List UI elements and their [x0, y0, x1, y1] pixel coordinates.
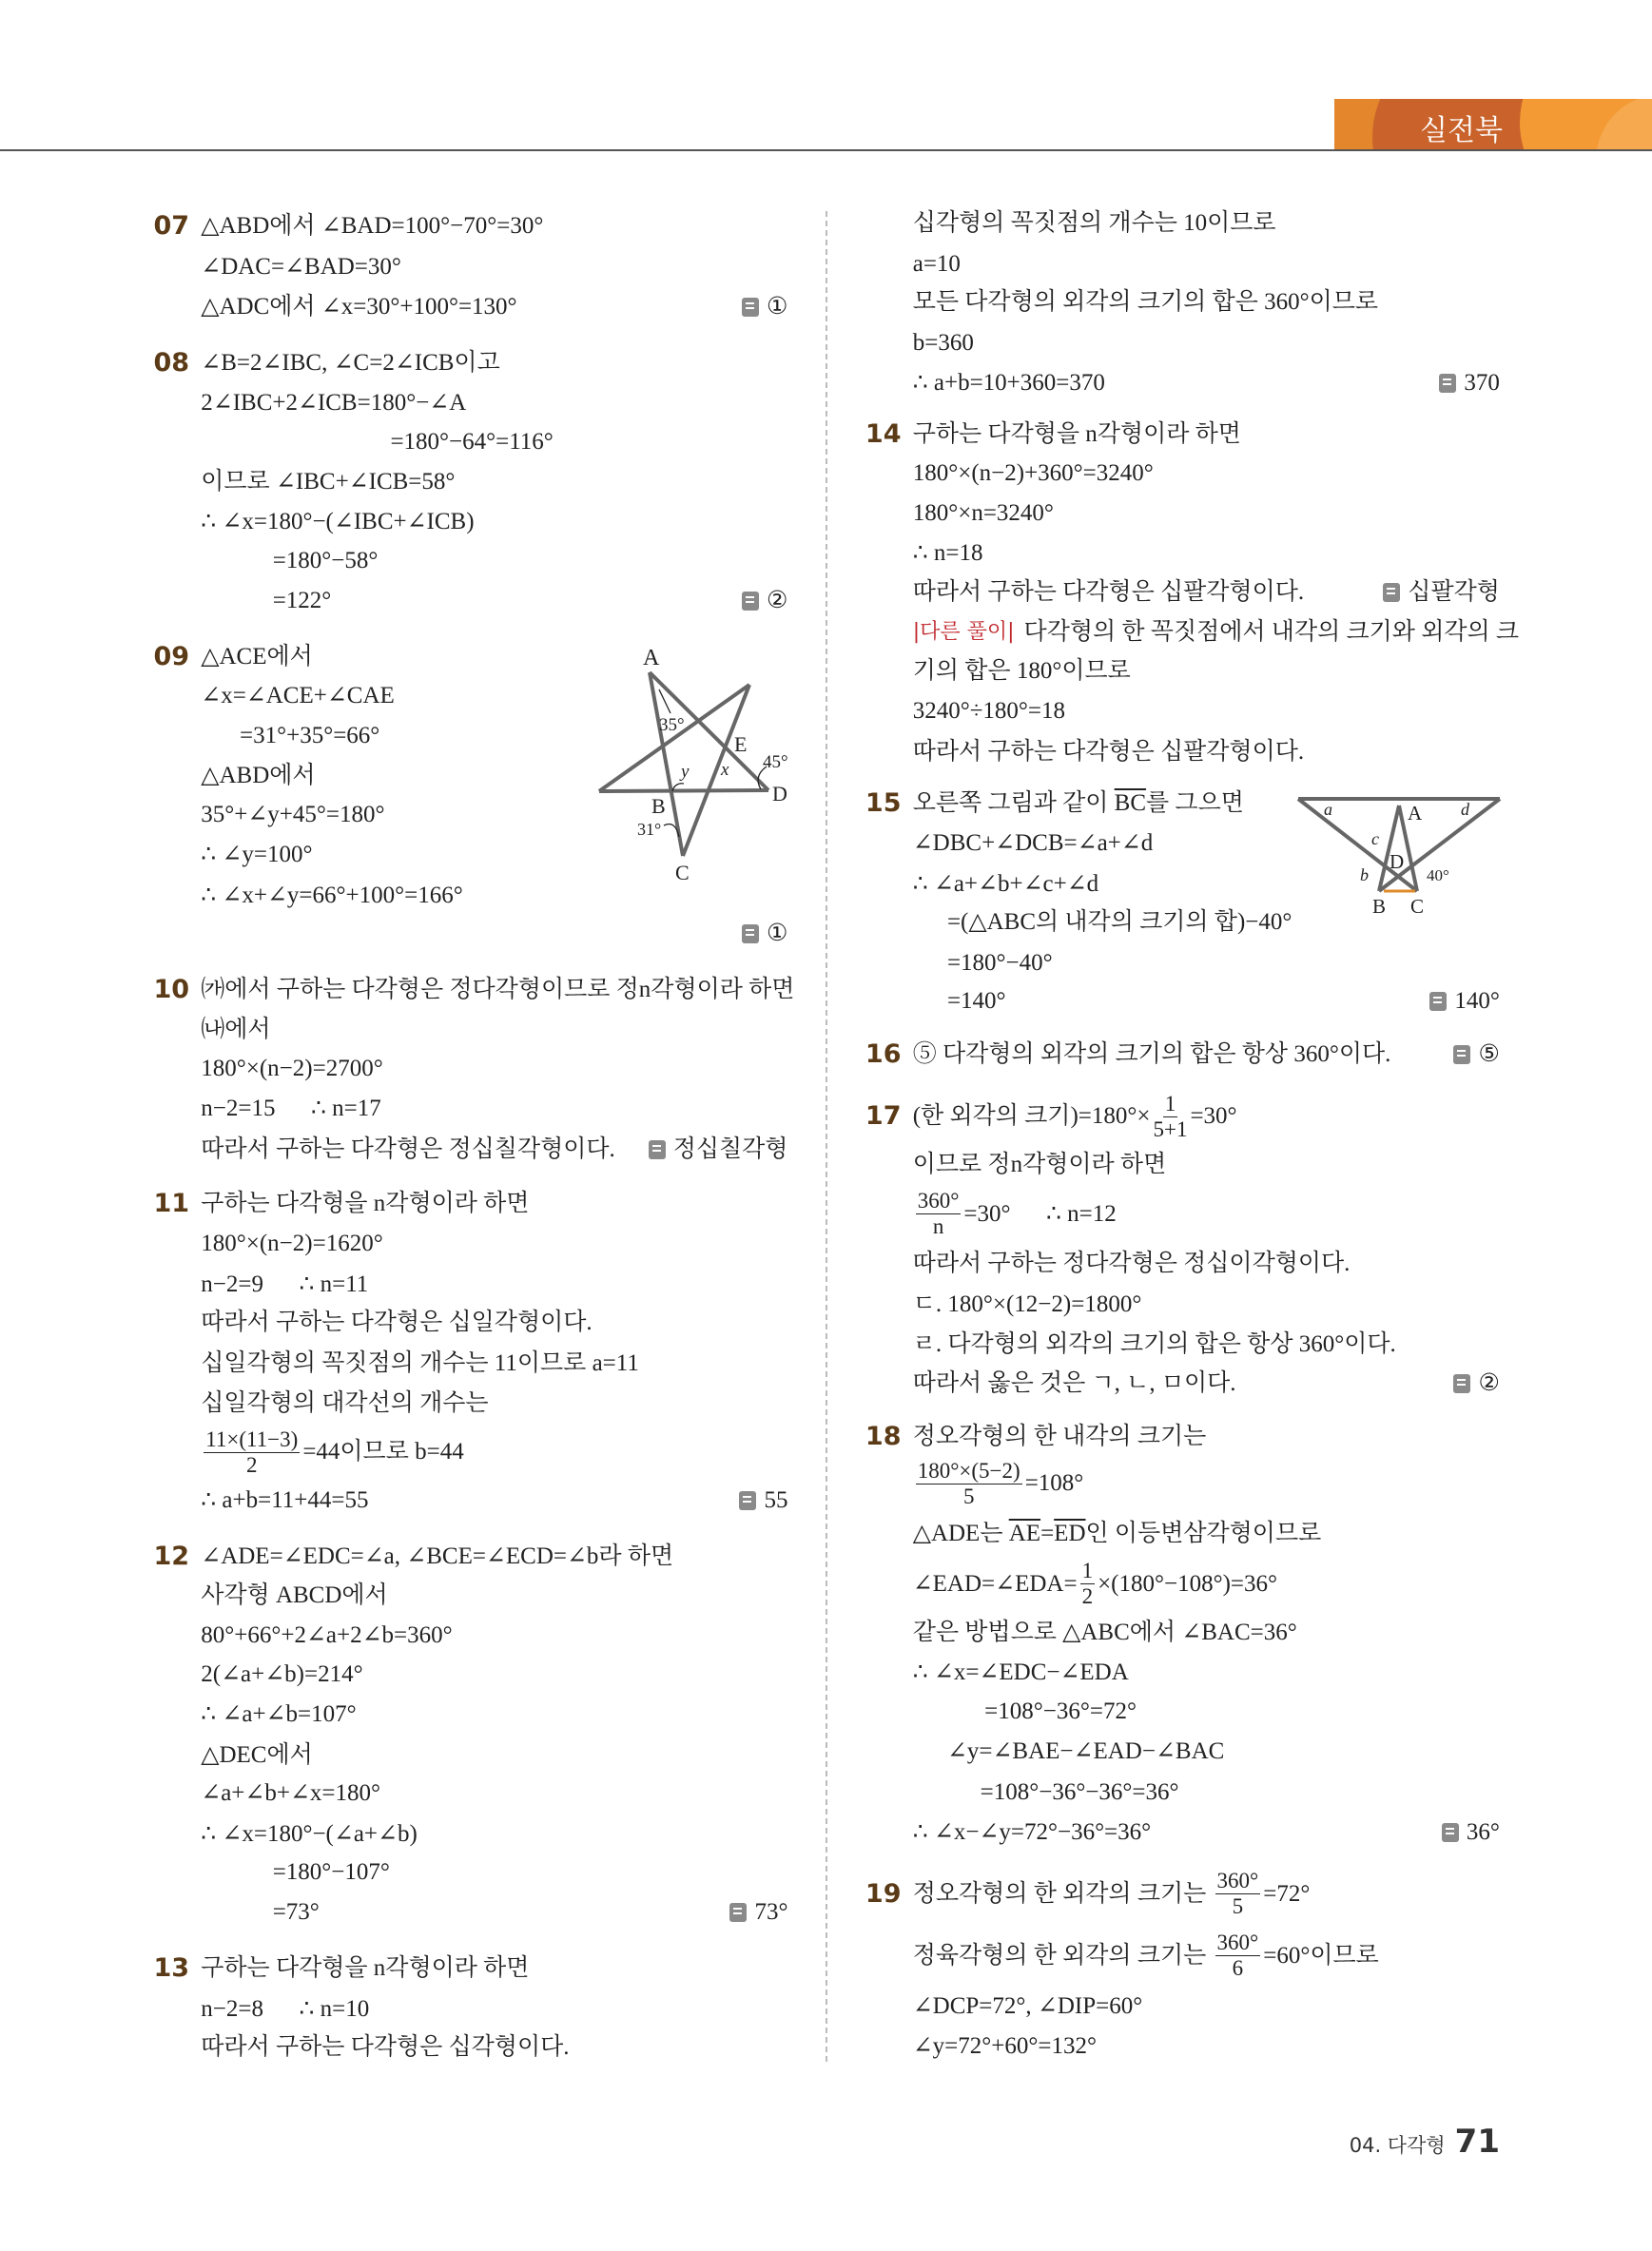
fraction — [1215, 1869, 1261, 1919]
solution-line — [201, 877, 462, 915]
solution-line — [913, 324, 974, 362]
line-text: =180°−58° — [272, 548, 379, 574]
solution-line — [201, 1737, 313, 1775]
line-text: ∠B=2∠IBC, ∠C=2∠ICB이고 — [201, 349, 500, 376]
line-text: 모든 다각형의 외각의 크기의 합은 360°이므로 — [912, 289, 1379, 316]
figure-label: C — [1410, 895, 1425, 918]
line-text: ㈎에서 구하는 다각형은 정다각형이므로 정n각형이라 하면 — [201, 977, 795, 1003]
line-text: n−2=8 ∴ n=10 — [201, 1995, 370, 2022]
solution-line — [201, 1950, 529, 1988]
problem-number: 18 — [865, 1421, 902, 1451]
line-text: △ADE는 — [912, 1521, 1009, 1547]
line-text: ∠EAD=∠EDA= — [912, 1570, 1078, 1597]
solution-line — [913, 1814, 1151, 1852]
line-text: ∴ ∠x=180°−(∠IBC+∠ICB) — [201, 509, 475, 535]
answer — [742, 288, 787, 326]
line-text: 따라서 구하는 다각형은 십각형이다. — [201, 2034, 570, 2061]
fraction-denominator: 5 — [962, 1484, 975, 1508]
solution-line — [201, 1990, 369, 2028]
solution-line — [273, 582, 332, 620]
figure-label: d — [1461, 800, 1469, 819]
solution-line — [201, 463, 455, 501]
line-text: n−2=9 ∴ n=11 — [201, 1271, 369, 1297]
line-text: =180°−64°=116° — [390, 428, 554, 455]
answer — [1453, 1365, 1499, 1403]
solution-line — [947, 944, 1053, 982]
solution-line — [201, 344, 500, 382]
solution-line — [913, 1326, 1396, 1364]
figure-label: 35° — [659, 715, 685, 735]
answer-icon — [1453, 1045, 1470, 1064]
fraction-numerator: 360° — [1216, 1869, 1259, 1893]
answer-icon — [649, 1140, 666, 1159]
problem-number: 15 — [865, 788, 902, 819]
fraction-numerator: 1 — [1164, 1091, 1176, 1116]
fraction-denominator: 5 — [1232, 1894, 1244, 1919]
solution-line — [913, 1458, 1084, 1508]
answer-icon — [729, 1903, 747, 1922]
solution-line — [913, 825, 1154, 863]
solution-line — [201, 1577, 387, 1615]
answer-icon — [742, 592, 759, 611]
solution-line — [947, 982, 1006, 1020]
solution-line — [201, 2028, 569, 2067]
problem-number: 17 — [865, 1101, 902, 1131]
line-text: △ABD에서 — [201, 763, 316, 789]
solution-line — [913, 733, 1304, 771]
solution-line — [201, 836, 312, 874]
line-text: 정오각형의 한 내각의 크기는 — [912, 1423, 1207, 1449]
line-text: ∴ ∠x−∠y=72°−36°=36° — [912, 1818, 1152, 1845]
solution-line — [913, 692, 1065, 730]
solution-line — [201, 1696, 356, 1734]
solution-line — [913, 204, 1276, 243]
solution-line — [201, 1656, 362, 1694]
line-text: ∠a+∠b+∠x=180° — [201, 1780, 380, 1807]
line-text: 따라서 구하는 정다각형은 정십이각형이다. — [912, 1251, 1351, 1277]
solution-line — [913, 1286, 1142, 1324]
solution-line — [913, 2028, 1097, 2066]
figure-label: A — [1408, 802, 1423, 825]
solution-line — [913, 1654, 1129, 1692]
line-text: =73° — [272, 1899, 320, 1926]
line-text: ∠DBC+∠DCB=∠a+∠d — [912, 830, 1154, 857]
solution-line — [201, 757, 315, 795]
figure-label: D — [772, 782, 787, 805]
solution-line — [273, 1893, 320, 1931]
line-text: =(△ABC의 내각의 크기의 합)−40° — [946, 909, 1292, 936]
line-text: ∠DCP=72°, ∠DIP=60° — [912, 1992, 1143, 2019]
line-text: a=10 — [912, 250, 961, 277]
solution-line — [201, 1345, 639, 1383]
answer — [739, 1482, 787, 1520]
solution-line — [913, 613, 1519, 651]
alt-solution-label: |다른 풀이| — [912, 620, 1015, 645]
answer-icon — [742, 924, 759, 943]
problem-number: 11 — [153, 1189, 190, 1219]
segment-label: $\overline{ED}$ — [1054, 1521, 1086, 1547]
fraction — [916, 1189, 962, 1239]
answer-icon — [1439, 374, 1456, 393]
solution-line — [201, 796, 384, 834]
line-text: 인 이등변삼각형이므로 — [1085, 1521, 1322, 1547]
line-text: ∴ ∠y=100° — [201, 842, 313, 868]
figure-label: c — [1371, 829, 1379, 848]
answer-value: ② — [1478, 1369, 1500, 1396]
solution-line — [390, 423, 553, 461]
solution-line — [913, 1146, 1167, 1184]
solution-line — [201, 248, 401, 286]
line-text: 2∠IBC+2∠ICB=180°−∠A — [201, 390, 467, 417]
fraction-numerator: 360° — [917, 1189, 960, 1213]
line-text: 구하는 다각형을 n각형이라 하면 — [201, 1191, 530, 1217]
answer-value: 140° — [1454, 988, 1500, 1015]
solution-line — [201, 207, 543, 245]
chapter-label: 04. 다각형 — [1349, 2134, 1446, 2157]
line-text: 따라서 구하는 다각형은 십팔각형이다. — [912, 579, 1305, 606]
answer-value: 55 — [764, 1487, 788, 1514]
solution-line — [912, 1869, 1311, 1919]
line-text: =44이므로 b=44 — [302, 1439, 464, 1465]
answer — [742, 582, 787, 620]
answer-value: 십팔각형 — [1408, 579, 1500, 606]
solution-line — [913, 1515, 1322, 1553]
figure-label: x — [721, 760, 729, 780]
line-text: 구하는 다각형을 n각형이라 하면 — [201, 1955, 530, 1982]
answer — [1439, 364, 1500, 402]
line-text: 따라서 구하는 다각형은 십팔각형이다. — [912, 738, 1305, 765]
line-text: 같은 방법으로 △ABC에서 ∠BAC=36° — [912, 1620, 1297, 1646]
column-divider — [826, 211, 827, 2062]
solution-line — [201, 1266, 368, 1304]
solution-line — [201, 1426, 464, 1477]
solution-line — [201, 1815, 418, 1853]
line-text: 십각형의 꼭짓점의 개수는 10이므로 — [912, 210, 1276, 237]
solution-line — [201, 1482, 368, 1520]
figure-label: 31° — [637, 820, 662, 839]
line-text: 기의 합은 180°이므로 — [912, 658, 1131, 685]
segment-label: $\overline{AE}$ — [1008, 1521, 1041, 1547]
line-text: 정육각형의 한 외각의 크기는 — [912, 1942, 1213, 1969]
line-text: =108°−36°=72° — [984, 1698, 1137, 1725]
figure-label: a — [1324, 800, 1332, 819]
line-text: ⑤ 다각형의 외각의 크기의 합은 항상 360°이다. — [912, 1041, 1391, 1068]
fraction-denominator: 6 — [1232, 1956, 1244, 1981]
line-text: ×(180°−108°)=36° — [1098, 1570, 1278, 1597]
solution-line — [912, 1931, 1379, 1981]
fraction-denominator: n — [932, 1214, 944, 1239]
figure-label: 40° — [1427, 866, 1449, 884]
line-text: 3240°÷180°=18 — [912, 698, 1066, 725]
figure-label: D — [1390, 850, 1405, 873]
answer-value: ① — [767, 293, 788, 320]
answer-icon — [1453, 1374, 1470, 1393]
figure-label: A — [643, 646, 660, 670]
solution-line — [201, 1304, 592, 1342]
solution-line — [913, 573, 1304, 611]
header-rule — [0, 149, 1652, 151]
line-text: =180°−107° — [272, 1859, 390, 1886]
figure-label: 45° — [763, 752, 788, 772]
line-text: 180°×(n−2)=2700° — [201, 1056, 383, 1082]
answer — [742, 915, 787, 953]
solution-line — [913, 1418, 1207, 1456]
line-text: 따라서 옳은 것은 ㄱ, ㄴ, ㅁ이다. — [912, 1369, 1236, 1396]
answer — [1453, 1036, 1499, 1074]
fraction-numerator: 11×(11−3) — [205, 1426, 299, 1451]
solution-line — [201, 1050, 382, 1088]
solution-line — [912, 1559, 1278, 1609]
segment-label: $\overline{BC}$ — [1114, 790, 1147, 817]
line-text: ∴ ∠a+∠b=107° — [201, 1701, 357, 1728]
line-text: =122° — [272, 588, 332, 614]
solution-line — [913, 785, 1244, 823]
line-text: 이므로 정n각형이라 하면 — [912, 1152, 1167, 1178]
solution-line — [201, 1225, 382, 1263]
line-text: 180°×n=3240° — [912, 500, 1054, 527]
fraction-denominator: 2 — [1081, 1584, 1094, 1609]
figure-label: b — [1360, 865, 1369, 884]
solution-line — [913, 495, 1054, 533]
line-text: = — [1040, 1521, 1055, 1547]
fraction — [916, 1459, 1022, 1509]
answer-icon — [1383, 583, 1400, 602]
solution-line — [913, 283, 1378, 321]
line-text: =30° ∴ n=12 — [963, 1200, 1117, 1227]
answer — [729, 1893, 787, 1931]
line-text: △ADC에서 ∠x=30°+100°=130° — [201, 293, 517, 320]
problem-number: 09 — [153, 642, 190, 672]
answer-value: 370 — [1464, 369, 1500, 396]
answer-value: ② — [767, 588, 788, 614]
answer-icon — [739, 1491, 756, 1510]
line-text: =108° — [1024, 1470, 1084, 1497]
fraction — [1215, 1931, 1261, 1981]
line-text: =72° — [1263, 1880, 1311, 1907]
answer-icon — [1429, 992, 1447, 1011]
answer-value: 36° — [1466, 1818, 1500, 1845]
header-band — [1334, 99, 1652, 149]
line-text: △DEC에서 — [201, 1741, 313, 1768]
solution-line — [913, 1245, 1351, 1283]
problem-number: 19 — [865, 1878, 902, 1909]
figure-label: y — [681, 762, 690, 782]
fraction-denominator: 2 — [246, 1452, 258, 1477]
answer-value: 정십칠각형 — [672, 1135, 788, 1162]
solution-line — [913, 245, 961, 283]
fraction — [1153, 1092, 1187, 1142]
line-text: ∠x=∠ACE+∠CAE — [201, 682, 395, 708]
line-text: =60°이므로 — [1263, 1942, 1379, 1969]
line-text: ㄷ. 180°×(12−2)=1800° — [912, 1290, 1142, 1317]
solution-line — [947, 1733, 1224, 1771]
line-text: b=360 — [912, 329, 974, 356]
line-text: ∴ ∠x+∠y=66°+100°=166° — [201, 882, 463, 908]
solution-line — [912, 1091, 1237, 1141]
line-text: 십일각형의 꼭짓점의 개수는 11이므로 a=11 — [201, 1349, 639, 1376]
line-text: 180°×(n−2)=1620° — [201, 1231, 383, 1257]
line-text: ∠ADE=∠EDC=∠a, ∠BCE=∠ECD=∠b라 하면 — [201, 1543, 674, 1570]
line-text: n−2=15 ∴ n=17 — [201, 1096, 381, 1122]
solution-line — [947, 903, 1292, 941]
solution-line — [913, 652, 1131, 690]
solution-line — [201, 503, 474, 541]
solution-line — [981, 1774, 1179, 1812]
solution-line — [273, 1853, 390, 1892]
answer — [1383, 573, 1500, 611]
fraction-numerator: 1 — [1081, 1559, 1094, 1583]
solution-line — [201, 288, 516, 326]
line-text: 따라서 구하는 다각형은 정십칠각형이다. — [201, 1135, 615, 1162]
page-footer — [1350, 2123, 1500, 2161]
line-text: 십일각형의 대각선의 개수는 — [201, 1389, 489, 1416]
line-text: =140° — [946, 988, 1006, 1015]
line-text: ∴ ∠x=∠EDC−∠EDA — [912, 1659, 1129, 1686]
line-text: 구하는 다각형을 n각형이라 하면 — [912, 421, 1241, 448]
answer-icon — [1442, 1823, 1459, 1842]
answer-value: 73° — [754, 1899, 788, 1926]
problem-number: 16 — [865, 1039, 902, 1070]
figure-09-star — [580, 637, 808, 884]
solution-line — [913, 416, 1241, 454]
line-text: ∴ n=18 — [912, 540, 983, 567]
solution-line — [913, 865, 1098, 903]
answer-value: ① — [767, 921, 788, 947]
solution-line — [913, 1189, 1117, 1239]
solution-line — [201, 384, 466, 422]
solution-line — [201, 1775, 380, 1813]
line-text: 다각형의 한 꼭짓점에서 내각의 크기와 외각의 크 — [1023, 619, 1520, 646]
solution-line — [201, 1538, 673, 1576]
line-text: ∠y=72°+60°=132° — [912, 2032, 1097, 2059]
problem-number: 12 — [153, 1542, 190, 1572]
line-text: ∴ ∠x=180°−(∠a+∠b) — [201, 1820, 418, 1847]
fraction — [204, 1427, 300, 1478]
answer-icon — [742, 298, 759, 317]
problem-number: 14 — [865, 419, 902, 450]
problem-number: 08 — [153, 347, 190, 378]
answer — [1429, 982, 1500, 1020]
figure-label: C — [675, 861, 690, 884]
solution-line — [273, 542, 379, 580]
line-text: 35°+∠y+45°=180° — [201, 802, 385, 828]
fraction — [1080, 1559, 1096, 1609]
problem-number: 07 — [153, 211, 190, 242]
solution-line — [913, 455, 1154, 493]
line-text: (한 외각의 크기)=180°× — [912, 1103, 1151, 1129]
line-text: =108°−36°−36°=36° — [980, 1778, 1179, 1805]
answer — [1442, 1814, 1500, 1852]
line-text: =30° — [1190, 1103, 1237, 1129]
line-text: =31°+35°=66° — [240, 723, 380, 749]
page-number: 71 — [1454, 2123, 1500, 2161]
line-text: 따라서 구하는 다각형은 십일각형이다. — [201, 1310, 593, 1336]
line-text: 이므로 ∠IBC+∠ICB=58° — [201, 469, 456, 495]
problem-number: 10 — [153, 975, 190, 1005]
line-text: ∴ ∠a+∠b+∠c+∠d — [912, 870, 1099, 897]
solution-line — [201, 1090, 380, 1128]
figure-label: B — [651, 794, 666, 818]
figure-label: E — [734, 732, 748, 756]
figure-15-triangles — [1289, 785, 1512, 922]
line-text: =180°−40° — [946, 949, 1053, 976]
line-text: 오른쪽 그림과 같이 — [912, 790, 1115, 817]
header-title: 실전북 — [1420, 114, 1503, 147]
solution-line — [201, 1131, 615, 1169]
solution-line — [201, 1617, 452, 1655]
line-text: △ACE에서 — [201, 644, 313, 670]
solution-line — [913, 1614, 1297, 1652]
line-text: ∴ a+b=10+360=370 — [912, 369, 1105, 396]
line-text: 를 그으면 — [1146, 790, 1244, 817]
solution-line — [201, 1011, 270, 1049]
solution-line — [201, 1185, 529, 1223]
solution-line — [201, 1385, 488, 1423]
line-text: 80°+66°+2∠a+2∠b=360° — [201, 1622, 453, 1649]
solution-line — [913, 534, 983, 572]
solution-line — [201, 971, 794, 1009]
line-text: 정오각형의 한 외각의 크기는 — [912, 1880, 1213, 1907]
solution-line — [984, 1693, 1137, 1731]
line-text: △ABD에서 ∠BAD=100°−70°=30° — [201, 213, 544, 240]
answer — [649, 1131, 788, 1169]
line-text: 180°×(n−2)+360°=3240° — [912, 459, 1154, 486]
answer-value: ⑤ — [1478, 1041, 1500, 1068]
line-text: ∴ a+b=11+44=55 — [201, 1487, 369, 1514]
line-text: ∠DAC=∠BAD=30° — [201, 253, 401, 280]
solution-line — [913, 1988, 1143, 2026]
fraction-numerator: 180°×(5−2) — [917, 1458, 1020, 1483]
fraction-numerator: 360° — [1216, 1931, 1259, 1955]
line-text: ∠y=∠BAE−∠EAD−∠BAC — [946, 1738, 1225, 1765]
line-text: ㄹ. 다각형의 외각의 크기의 합은 항상 360°이다. — [912, 1330, 1396, 1357]
line-text: 2(∠a+∠b)=214° — [201, 1661, 363, 1687]
problem-number: 13 — [153, 1953, 190, 1984]
line-text: 사각형 ABCD에서 — [201, 1582, 388, 1608]
solution-line — [913, 1365, 1236, 1403]
solution-line — [201, 677, 395, 715]
solution-line — [240, 717, 379, 755]
fraction-denominator: 5+1 — [1153, 1116, 1188, 1141]
solution-line — [201, 638, 313, 676]
solution-line — [913, 364, 1105, 402]
figure-label: B — [1372, 895, 1387, 918]
solution-line — [913, 1036, 1391, 1074]
line-text: ㈏에서 — [201, 1017, 271, 1043]
